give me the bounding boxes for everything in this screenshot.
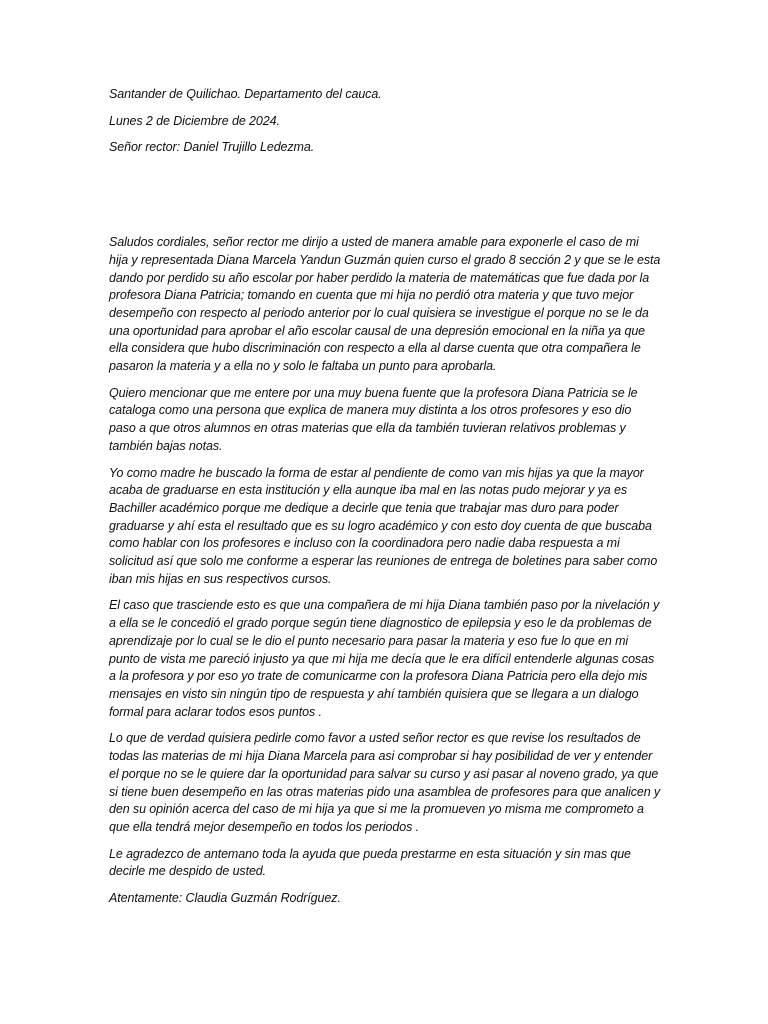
body-paragraph-3: Yo como madre he buscado la forma de estar al pendiente de como van mis hijas ya que la mayor acaba de graduarse en esta institución y ella aunque iba mal en las notas pudo mejorar y ya es Bachiller académico porque me dedique a decirle que tenia que trabajar mas duro para poder graduarse y ahí esta el resultado que es su logro académico y con esto doy cuenta de que buscaba como hablar con los profesores e incluso con la coordinadora pero nadie daba respuesta a mi solicitud así que solo me conforme a esperar las reuniones de entrega de boletines para saber como iban mis hijas en sus respectivos cursos. bbox=[109, 465, 658, 586]
body-paragraph-6: Le agradezco de antemano toda la ayuda que pueda prestarme en esta situación y sin mas que decirle me despido de usted. bbox=[109, 846, 631, 879]
letter-place: Santander de Quilichao. Departamento del cauca. bbox=[109, 87, 382, 101]
body-paragraph-5: Lo que de verdad quisiera pedirle como favor a usted señor rector es que revise los resultados de todas las materias de mi hija Diana Marcela para asi comprobar si hay posibilidad de ver y entender el porque no se le quiere dar la oportunidad para salvar su curso y asi pasar al noveno grado, ya que si tiene buen desempeño en las otras materias pido una asamblea de profesores para que analicen y den su opinión acerca del caso de mi hija ya que si me la promueven yo misma me comprometo a que ella tendrá mejor desempeño en todos los periodos . bbox=[109, 731, 661, 834]
letter-date: Lunes 2 de Diciembre de 2024. bbox=[109, 113, 280, 128]
body-paragraph-2: Quiero mencionar que me entere por una muy buena fuente que la profesora Diana Patricia se le cataloga como una persona que explica de manera muy distinta a los otros profesores y eso dio paso a que otros alumnos en otras materias que ella da también tuvieran relativos problemas y también bajas notas. bbox=[109, 385, 638, 453]
body-paragraph-1: Saludos cordiales, señor rector me dirijo a usted de manera amable para exponerle el caso de mi hija y representada Diana Marcela Yandun Guzmán quien curso el grado 8 sección 2 y que se le esta dando por perdido su año escolar por haber perdido la materia de matemáticas que fue dada por la profesora Diana Patricia; tomando en cuenta que mi hija no perdió otra materia y que tuvo mejor desempeño con respecto al periodo anterior por lo cual quisiera se investigue el porque no se le da una oportunidad para aprobar el año escolar causal de una depresión emocional en la niña ya que ella considera que hubo discriminación con respecto a ella al darse cuenta que otra compañera le pasaron la materia y a ella no y solo le faltaba un punto para aprobarla. bbox=[109, 235, 661, 374]
letter-recipient: Señor rector: Daniel Trujillo Ledezma. bbox=[109, 140, 315, 155]
body-paragraph-4: El caso que trasciende esto es que una compañera de mi hija Diana también paso por la nivelación y a ella se le concedió el grado porque según tiene diagnostico de epilepsia y eso le da problemas de aprendizaje por lo cual se le dio el punto necesario para pasar la materia y eso fue lo que en mi punto de vista me pareció injusto ya que mi hija me decía que le era difícil entenderle algunas cosas a la profesora y por eso yo trate de comunicarme con la profesora Diana Patricia pero ella dejo mis mensajes en visto sin ningún tipo de respuesta y ahí también quisiera que se llegara a un dialogo formal para aclarar todos esos puntos . bbox=[109, 598, 660, 719]
header-spacer bbox=[109, 166, 661, 234]
letter-signature: Atentamente: Claudia Guzmán Rodríguez. bbox=[109, 891, 341, 906]
letter-page bbox=[109, 86, 661, 908]
